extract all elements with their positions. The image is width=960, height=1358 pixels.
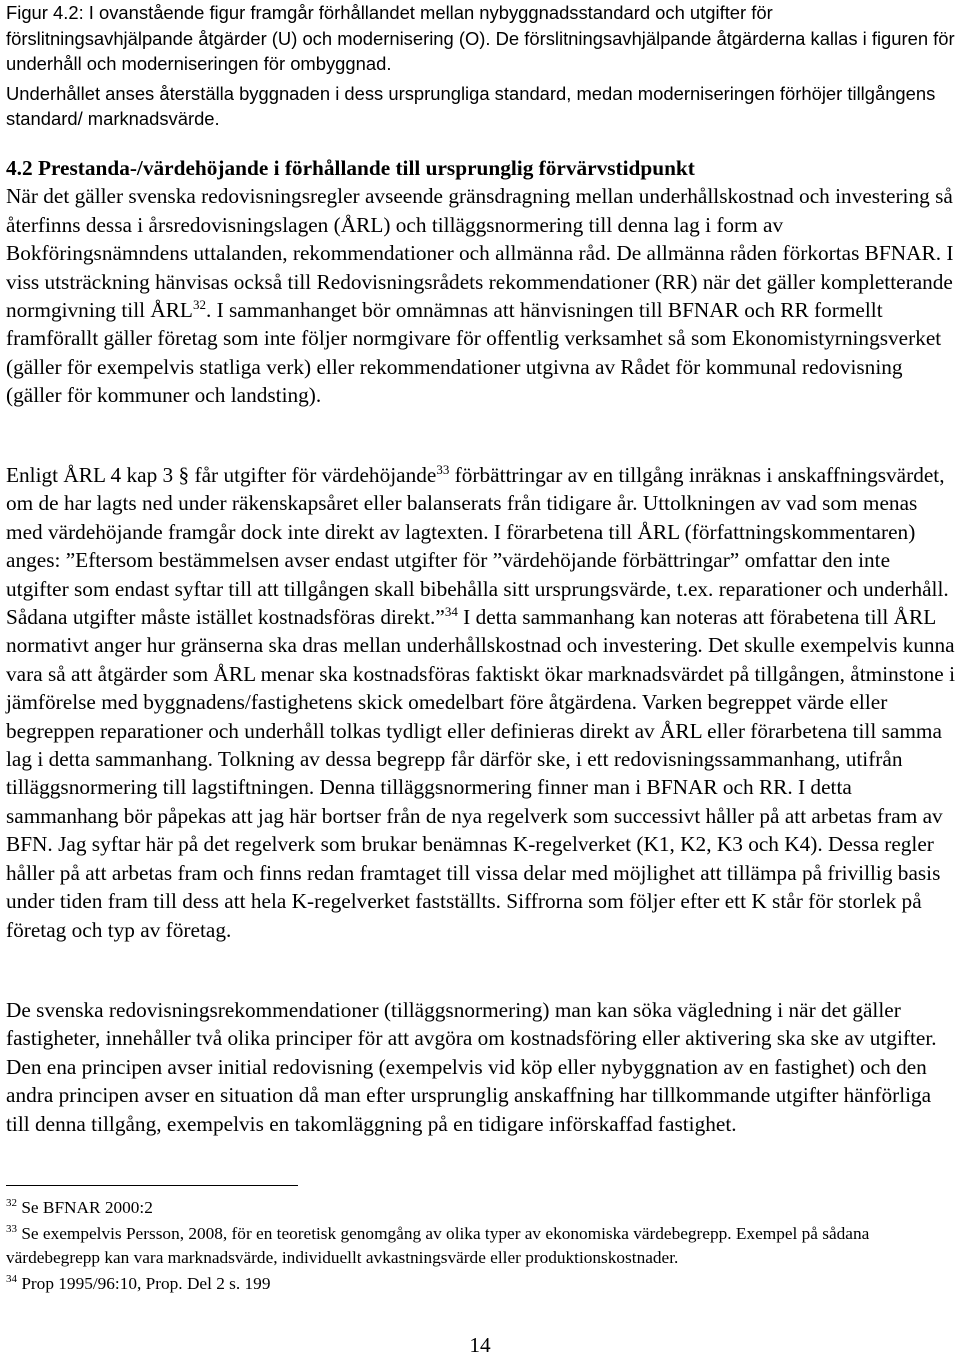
paragraph-text: Enligt ÅRL 4 kap 3 § får utgifter för värdehöjande [6, 463, 437, 487]
footnote-ref-32: 32 [192, 297, 206, 313]
paragraph-text: När det gäller svenska redovisningsregler avseende gränsdragning mellan underhållskostnad och investering så återfinns dessa i årsredovisningslagen (ÅRL) och tilläggsnormering till denna lag i form av Bokföringsnämndens uttalanden, rekommendationer och allmänna råd. De allmänna råden förkortas BFNAR. I viss utsträckning hänvisas också till Redovisningsrådets rekommendationer (RR) när det gäller kompletterande normgivning till ÅRL [6, 184, 954, 323]
footnote-33 [6, 1222, 960, 1270]
figure-caption-line-1: Figur 4.2: I ovanstående figur framgår förhållandet mellan nybyggnadsstandard och utgifter för förslitningsavhjälpande åtgärder (U) och modernisering (O). De förslitningsavhjälpande åtgärderna kallas i figuren för underhåll och moderniseringen för ombyggnad. [6, 2, 955, 74]
paragraph-3-text: De svenska redovisningsrekommendationer (tilläggsnormering) man kan söka vägledning i när det gäller fastigheter, innehåller två olika principer för att avgöra om kostnadsföring eller aktivering ska ske av utgifter. Den ena principen avser initial redovisning (exempelvis vid köp eller nybyggnation av en fastighet) och den andra principen avser en situation då man efter ursprunglig anskaffning har tillkommande utgifter hänförliga till denna tillgång, exempelvis en takomläggning på en tidigare införskaffad fastighet. [6, 998, 937, 1136]
footnotes [6, 1196, 960, 1296]
figure-caption [6, 0, 956, 132]
section-4-2 [6, 154, 958, 410]
footnote-34 [6, 1272, 960, 1296]
footnote-number: 34 [6, 1273, 17, 1285]
footnote-32 [6, 1196, 960, 1220]
paragraph-text: . I sammanhanget bör omnämnas att hänvisningen till BFNAR och RR formellt framförallt gäller företag som inte följer normgivare för offentlig verksamhet så som Ekonomistyrningsverket (gäller för exempelvis statliga verk) eller rekommendationer utgivna av Rådet för kommunal redovisning (gäller för kommuner och landsting). [6, 298, 942, 408]
figure-caption-line-2: Underhållet anses återställa byggnaden i dess ursprungliga standard, medan moderniseringen förhöjer tillgångens standard/ marknadsvärde. [6, 82, 936, 129]
footnote-number: 33 [6, 1223, 17, 1235]
paragraph-text: I detta sammanhang kan noteras att förabetena till ÅRL normativt anger hur gränserna ska dras mellan underhållskostnad och investering. Det skulle exempelvis kunna vara så att åtgärder som ÅRL menar ska kostnadsföras faktiskt ökar marknadsvärdet på tillgången, åtminstone i jämförelse med byggnadens/fastighetens skick omedelbart före åtgärdena. Varken begreppet värde eller begreppen reparationer och underhåll tolkas tydligt eller definieras direkt av ÅRL eller förarbetena till samma lag i detta sammanhang. Tolkning av dessa begrepp får därför ske, i ett redovisningssammanhang, utifrån tilläggsnormering till lagstiftningen. Denna tilläggsnormering finner man i BFNAR och RR. I detta sammanhang bör påpekas att jag här bortser från de nya regelverk som successivt håller på att arbetas fram av BFN. Jag syftar här på det regelverk som brukar benämnas K-regelverket (K1, K2, K3 och K4). Dessa regler håller på att arbetas fram och finns redan framtaget till vissa delar med möjlighet att tillämpa på frivillig basis under tiden fram till dess att hela K-regelverket fastställts. Siffrorna som följer efter ett K står för storlek på företag och typ av företag. [6, 605, 956, 942]
paragraph-3 [6, 996, 958, 1138]
footnote-text: Prop 1995/96:10, Prop. Del 2 s. 199 [17, 1274, 271, 1293]
paragraph-2 [6, 461, 958, 944]
section-heading: 4.2 Prestanda-/värdehöjande i förhållande till ursprunglig förvärvstidpunkt [6, 156, 695, 180]
footnote-number: 32 [6, 1197, 17, 1209]
page-number: 14 [469, 1333, 491, 1357]
paragraph-2-text [6, 461, 958, 944]
section-paragraph-1 [6, 182, 958, 409]
footnote-text: Se BFNAR 2000:2 [17, 1198, 153, 1217]
footnote-separator [6, 1185, 298, 1186]
footnote-ref-34: 34 [444, 604, 458, 620]
footnote-text: Se exempelvis Persson, 2008, för en teoretisk genomgång av olika typer av ekonomiska värdebegrepp. Exempel på sådana värdebegrepp kan vara marknadsvärde, individuellt avkastningsvärde eller produktionskostnader. [6, 1224, 870, 1267]
footnote-ref-33: 33 [436, 462, 450, 477]
paragraph-text: förbättringar av en tillgång inräknas i anskaffningsvärdet, om de har lagts ned under räkenskapsåret eller balanserats från tidigare år. Uttolkningen av vad som menas med värdehöjande framgår dock inte direkt av lagtexten. I förarbetena till ÅRL (författningskommentaren) anges: ”Eftersom bestämmelsen avser endast utgifter för ”värdehöjande förbättringar” omfattar den inte utgifter som endast syftar till att tillgången skall bibehålla sitt ursprungsvärde, t.ex. reparationer och underhåll. Sådana utgifter måste istället kostnadsföras direkt.” [6, 463, 949, 630]
